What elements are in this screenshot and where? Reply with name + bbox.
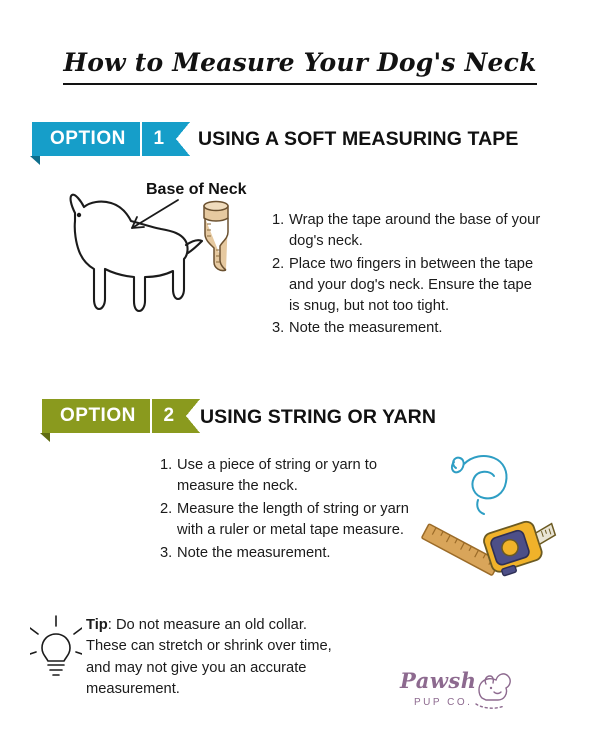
option-2-label: OPTION xyxy=(42,399,150,433)
measuring-tape-icon xyxy=(192,200,252,278)
step-text: Note the measurement. xyxy=(289,320,443,337)
option-1-number: 1 xyxy=(140,122,176,156)
step-number: 3. xyxy=(272,320,285,337)
logo-name: Pawsh xyxy=(400,668,477,693)
page-title xyxy=(0,48,600,77)
option-2-heading: USING STRING OR YARN xyxy=(200,406,437,428)
option-1-banner xyxy=(32,122,190,156)
option-1-label: OPTION xyxy=(32,122,140,156)
tip-label: Tip xyxy=(86,617,108,633)
step-number: 3. xyxy=(160,544,173,561)
option-2-number: 2 xyxy=(150,399,186,433)
base-of-neck-label: Base of Neck xyxy=(146,181,247,198)
option-1-heading: USING A SOFT MEASURING TAPE xyxy=(198,128,519,150)
list-item xyxy=(272,254,544,317)
step-text: Wrap the tape around the base of your dog's neck. xyxy=(289,212,541,249)
option-1-steps xyxy=(272,210,544,341)
step-number: 2. xyxy=(272,255,285,272)
step-text: Use a piece of string or yarn to measure the neck. xyxy=(177,457,378,494)
lightbulb-icon xyxy=(30,612,82,684)
step-text: Measure the length of string or yarn with a ruler or metal tape measure. xyxy=(177,500,409,538)
tip-text: Do not measure an old collar. These can stretch or shrink over time, and may not give you an accurate measurement. xyxy=(86,617,332,697)
option-2-steps xyxy=(160,455,422,565)
tip-separator: : xyxy=(107,617,116,633)
list-item xyxy=(272,210,544,252)
option-2-banner-tail xyxy=(186,399,200,433)
string-yarn-icon xyxy=(448,448,528,518)
step-number: 1. xyxy=(160,457,173,473)
list-item xyxy=(160,455,422,497)
step-text: Note the measurement. xyxy=(177,544,331,561)
list-item xyxy=(160,543,422,564)
step-text: Place two fingers in between the tape and your dog's neck. Ensure the tape is snug, but not too tight. xyxy=(289,255,534,314)
step-number: 2. xyxy=(160,500,173,517)
option-1-banner-tail xyxy=(176,122,190,156)
tape-measure-icon xyxy=(480,512,564,586)
list-item xyxy=(272,318,544,339)
tip-block xyxy=(86,615,336,700)
step-number: 1. xyxy=(272,212,285,228)
logo-tagline: PUP CO. xyxy=(414,697,473,708)
page-title-text: How to Measure Your Dog's Neck xyxy=(63,48,536,85)
option-2-banner xyxy=(42,399,200,433)
base-of-neck-arrow xyxy=(118,196,182,236)
list-item xyxy=(160,499,422,541)
